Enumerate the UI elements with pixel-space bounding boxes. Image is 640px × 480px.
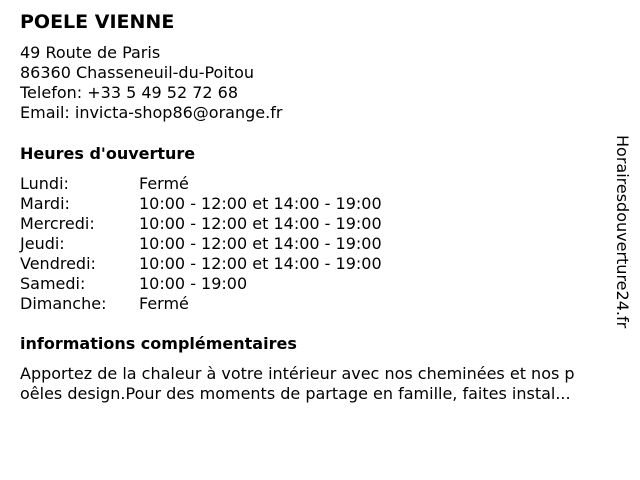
description-text	[20, 364, 624, 404]
day-label: Vendredi:	[20, 254, 96, 273]
street-address: 49 Route de Paris	[20, 43, 161, 62]
business-title: POELE VIENNE	[20, 11, 175, 33]
address-block	[20, 43, 282, 123]
time-value: Fermé	[139, 174, 189, 193]
time-value: 10:00 - 12:00 et 14:00 - 19:00	[139, 254, 382, 273]
city-address: 86360 Chasseneuil-du-Poitou	[20, 63, 254, 82]
time-value: Fermé	[139, 294, 189, 313]
additional-info-heading: informations complémentaires	[20, 334, 297, 353]
day-label: Mercredi:	[20, 214, 95, 233]
time-value: 10:00 - 12:00 et 14:00 - 19:00	[139, 234, 382, 253]
opening-hours-heading: Heures d'ouverture	[20, 144, 196, 163]
day-label: Lundi:	[20, 174, 69, 193]
time-value: 10:00 - 12:00 et 14:00 - 19:00	[139, 194, 382, 213]
site-watermark: Horairesdouverture24.fr	[613, 135, 632, 329]
day-label: Dimanche:	[20, 294, 107, 313]
phone-number: Telefon: +33 5 49 52 72 68	[20, 83, 239, 102]
time-value: 10:00 - 19:00	[139, 274, 248, 293]
time-value: 10:00 - 12:00 et 14:00 - 19:00	[139, 214, 382, 233]
day-label: Mardi:	[20, 194, 70, 213]
day-label: Jeudi:	[20, 234, 65, 253]
description-line: Apportez de la chaleur à votre intérieur avec nos cheminées et nos p	[20, 364, 575, 383]
email-address: Email: invicta-shop86@orange.fr	[20, 103, 283, 122]
day-label: Samedi:	[20, 274, 86, 293]
description-line: oêles design.Pour des moments de partage en famille, faites instal...	[20, 384, 571, 403]
